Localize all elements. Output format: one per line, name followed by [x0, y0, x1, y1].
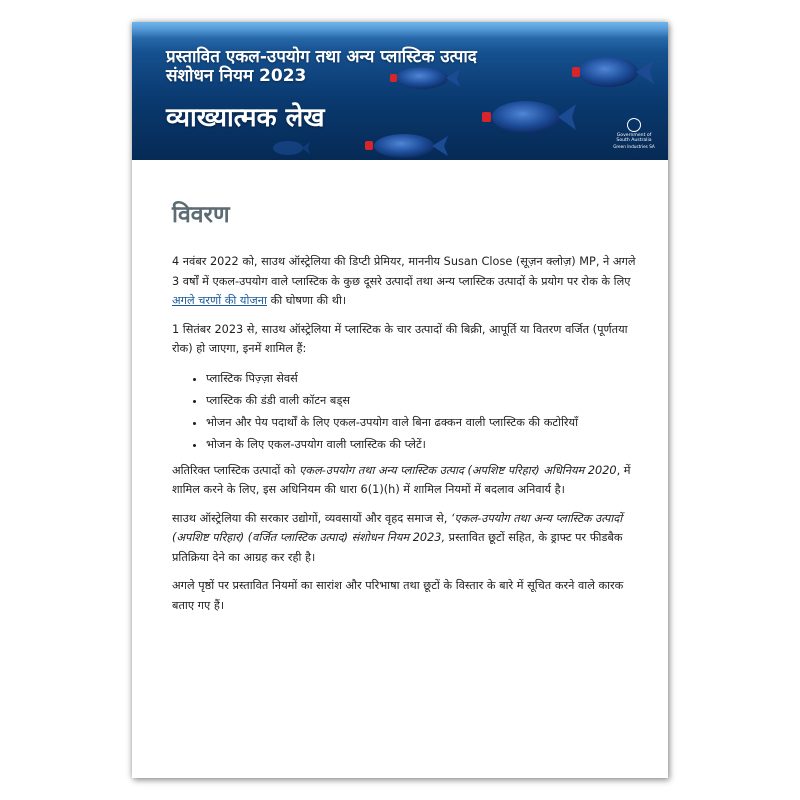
next-steps-plan-link[interactable]: अगले चरणों की योजना	[172, 294, 267, 307]
banner-title	[166, 48, 596, 86]
bottle-fish-4	[365, 134, 448, 158]
bottle-fish-5	[273, 141, 310, 155]
paragraph-ban-intro: 1 सितंबर 2023 से, साउथ ऑस्ट्रेलिया में प्लास्टिक के चार उत्पादों की बिक्री, आपूर्ति या वितरण वर्जित (पूर्णतया रोक) हो जाएगा, इनमें शामिल हैं:	[172, 322, 628, 355]
regulation-title: ‘एकल-उपयोग तथा अन्य प्लास्टिक उत्पादों (अपशिष्ट परिहार) (वर्जित प्लास्टिक उत्पाद) संशोधन नियम 2023,	[172, 511, 623, 544]
section-heading: विवरण	[172, 202, 230, 228]
list-item: • भोजन के लिए एकल-उपयोग वाली प्लास्टिक की प्लेटें।	[206, 434, 642, 456]
paragraph-next-pages: अगले पृष्ठों पर प्रस्तावित नियमों का सारांश और परिभाषा तथा छूटों के विस्तार के बारे में सूचित करने वाले कारक बताए गए हैं।	[172, 579, 624, 612]
paragraph-feedback-request	[172, 509, 642, 568]
logo-agency-text: Green Industries SA	[613, 144, 655, 149]
paragraph-text: 4 नवंबर 2022 को, साउथ ऑस्ट्रेलिया की डिप्टी प्रेमियर, माननीय Susan Close (सूज़न क्लोज़) MP, ने अगले 3 वर्षों में एकल-उपयोग वाले प्लास्टिक के कुछ दूसरे उत्पादों तथा अन्य प्लास्टिक उत्पादों के प्रयोग पर रोक के लिए	[172, 255, 636, 288]
logo-government-text: Government of South Australia	[616, 133, 652, 143]
banned-products-list	[172, 368, 642, 456]
list-item: • भोजन और पेय पदार्थों के लिए एकल-उपयोग वाले बिना ढक्कन वाली प्लास्टिक की कटोरियाँ	[206, 412, 642, 434]
banner-title-line2: संशोधन नियम 2023	[166, 66, 307, 86]
document-page	[132, 22, 668, 778]
header-banner	[132, 22, 668, 160]
banner-title-line1: प्रस्तावित एकल-उपयोग तथा अन्य प्लास्टिक उत्पाद	[166, 47, 477, 67]
paragraph-text: साउथ ऑस्ट्रेलिया की सरकार उद्योगों, व्यवसायों और वृहद समाज से,	[172, 511, 451, 525]
paragraph-text: , में शामिल करने के लिए, इस अधिनियम की धारा 6(1)(h) में शामिल नियमों में बदलाव अनिवार्य है।	[172, 463, 631, 496]
paragraph-act-amendment	[172, 461, 642, 500]
main-content	[172, 200, 642, 624]
list-item: • प्लास्टिक की डंडी वाली कॉटन बड्स	[206, 390, 642, 412]
paragraph-text: प्रस्तावित छूटों सहित, के ड्राफ्ट पर फीडबैक प्रतिक्रिया देने का आग्रह कर रही है।	[172, 531, 623, 564]
paragraph-text: की घोषणा की थी।	[266, 294, 347, 307]
bottle-fish-illustration	[132, 22, 668, 160]
crest-icon	[627, 118, 641, 132]
bottle-fish-3	[482, 101, 576, 133]
paragraph-announcement	[172, 252, 642, 311]
paragraph-text: अतिरिक्त प्लास्टिक उत्पादों को	[172, 463, 300, 477]
government-logo	[610, 118, 658, 149]
banner-subtitle: व्याख्यात्मक लेख	[166, 103, 325, 133]
list-item: • प्लास्टिक पिज़्ज़ा सेवर्स	[206, 368, 642, 390]
act-title: एकल-उपयोग तथा अन्य प्लास्टिक उत्पाद (अपशिष्ट परिहार) अधिनियम 2020	[299, 463, 617, 477]
